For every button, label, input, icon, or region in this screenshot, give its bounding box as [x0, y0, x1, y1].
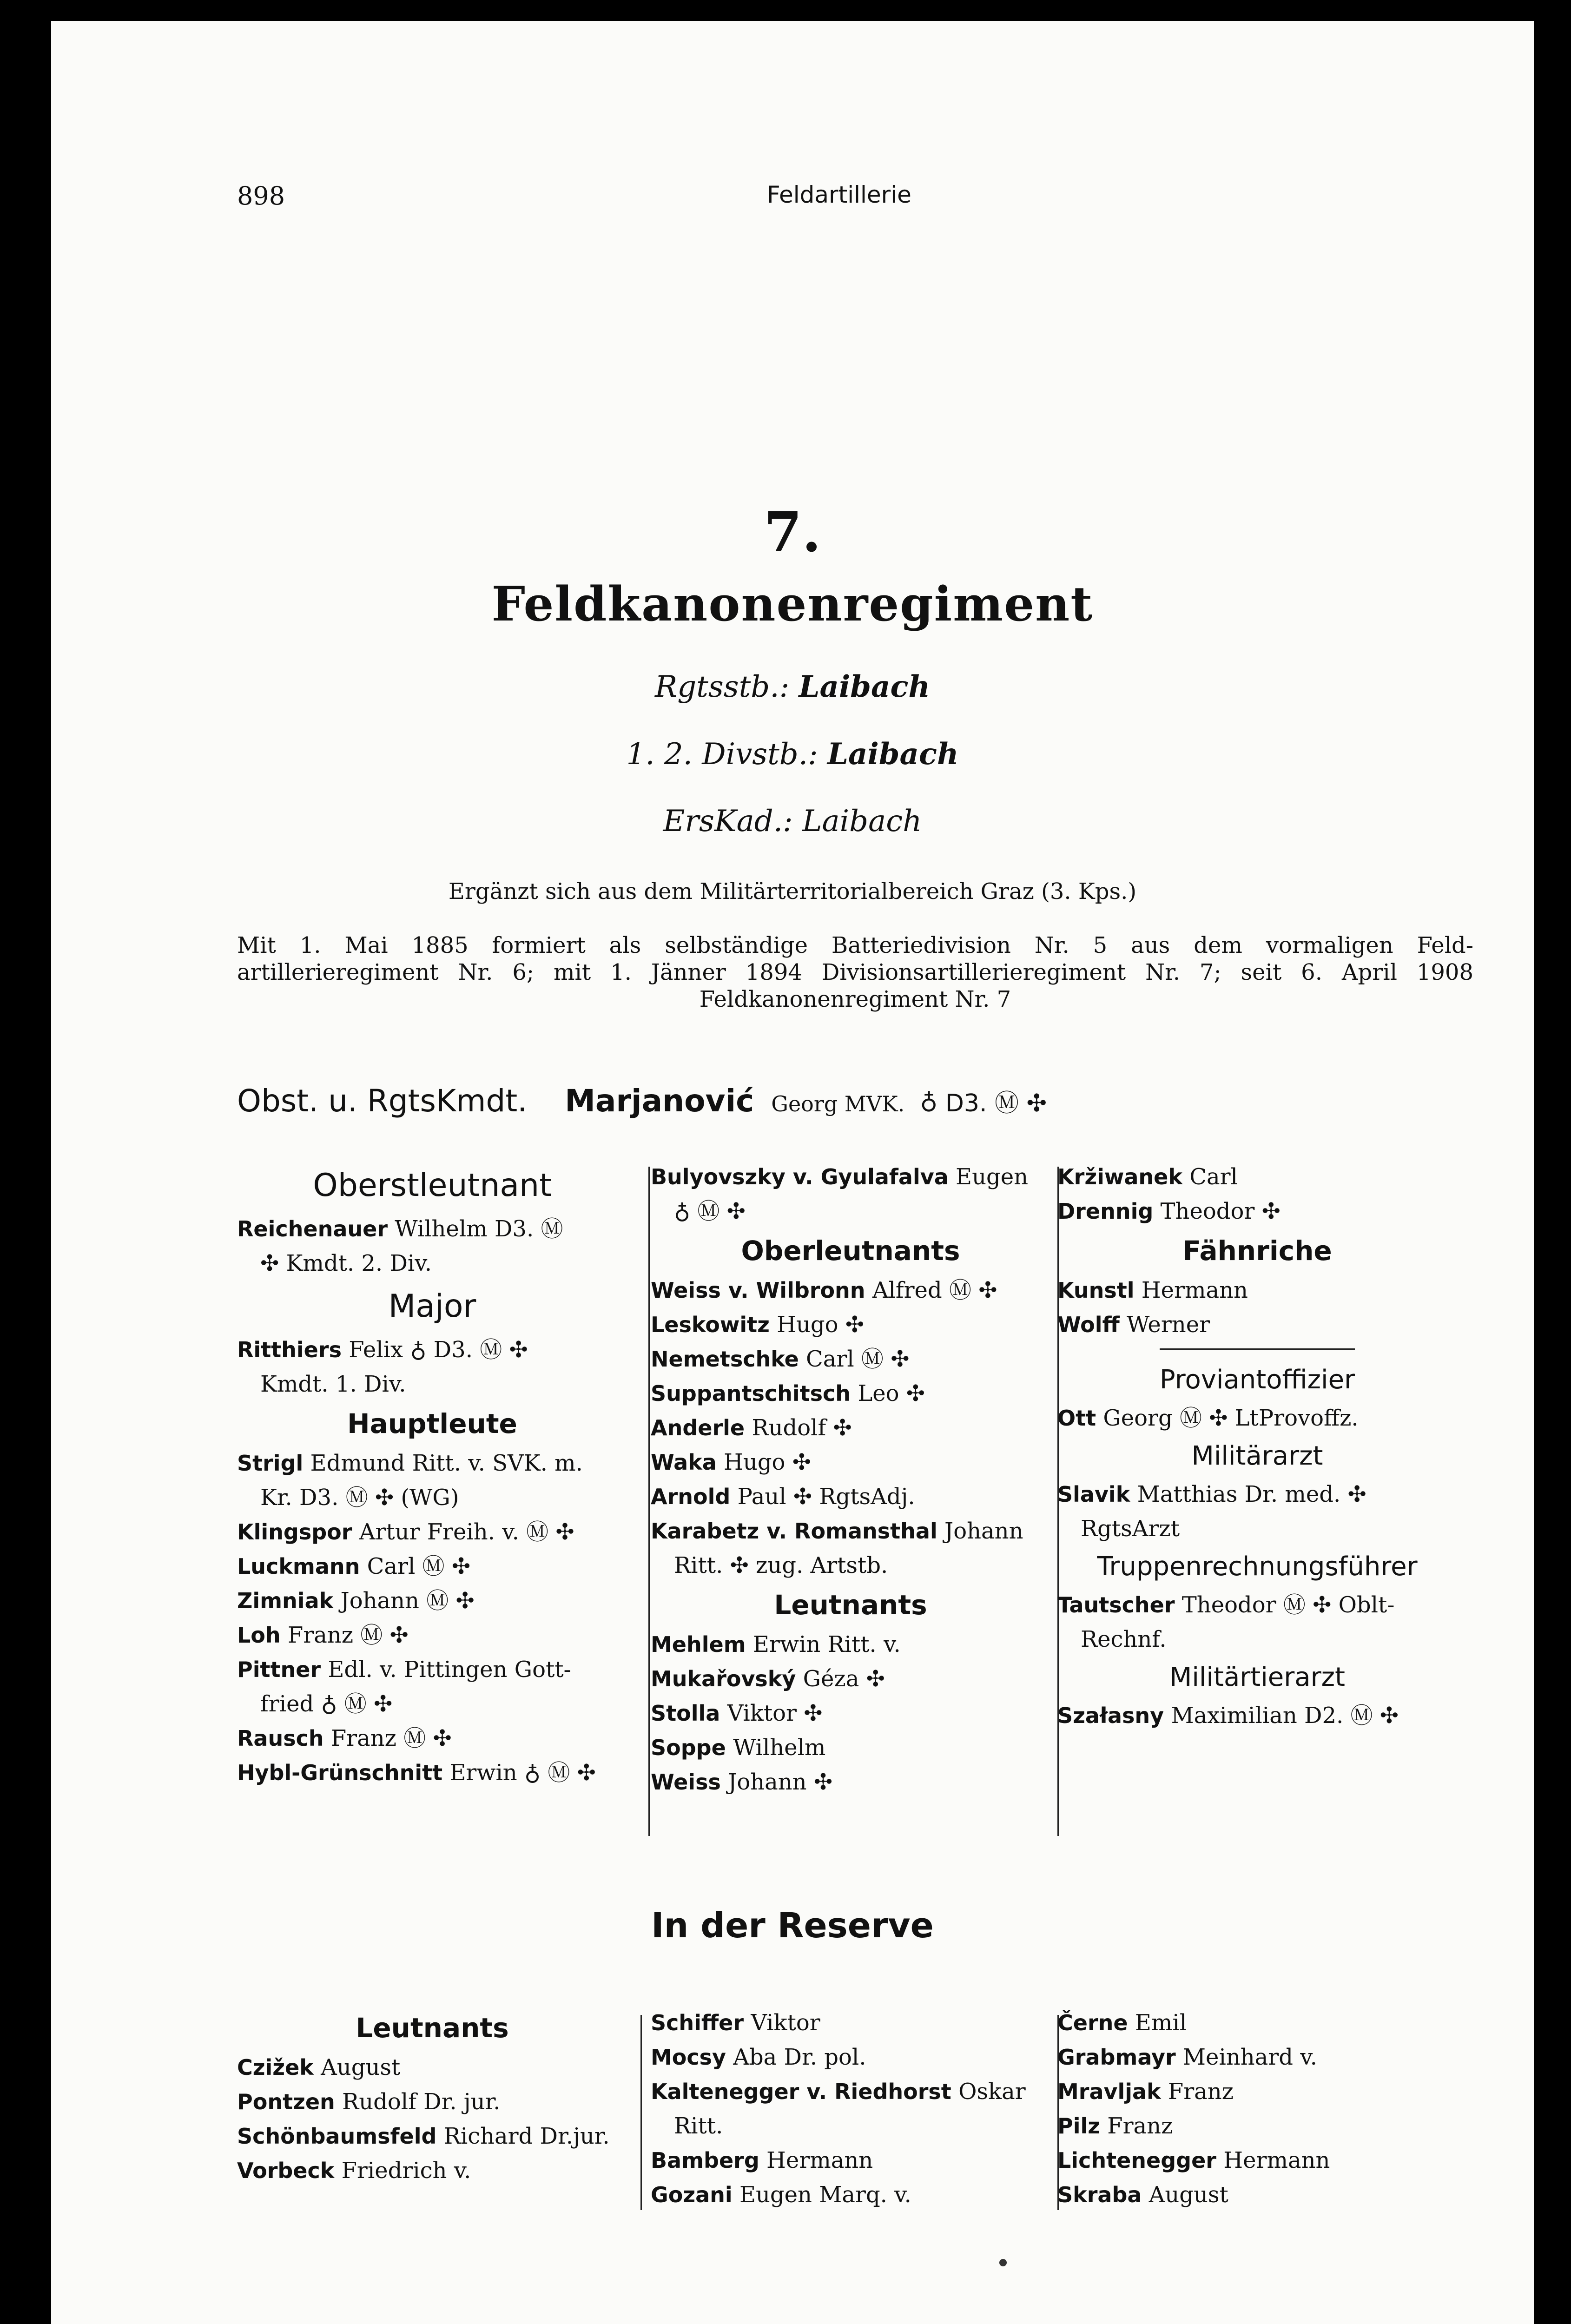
officer-surname: Pittner: [237, 1657, 321, 1682]
officer-entry: [1057, 2109, 1457, 2143]
section-heading: Truppenrechnungsführer: [1097, 1552, 1418, 1582]
officer-surname: Slavik: [1057, 1482, 1130, 1507]
entry-continuation: [237, 1367, 627, 1401]
officer-details: Hermann: [766, 2147, 873, 2173]
officer-details: August: [1149, 2182, 1228, 2208]
officer-surname: Czižek: [237, 2055, 314, 2080]
officer-details: Alfred Ⓜ ✣: [872, 1277, 997, 1303]
history-line: Mit 1. Mai 1885 formiert als selbständige Batteriedivision Nr. 5 aus dem vormaligen Feld-: [237, 932, 1473, 958]
officer-details: Artur Freih. v. Ⓜ ✣: [359, 1519, 574, 1545]
officer-surname: Soppe: [651, 1735, 726, 1760]
officer-surname: Szałasny: [1057, 1703, 1164, 1728]
garrison-label: ErsKad.:: [663, 804, 793, 838]
entry-continuation: [237, 1687, 627, 1721]
officer-details: Eugen Marq. v.: [739, 2182, 911, 2208]
officer-details: Emil: [1135, 2010, 1187, 2036]
officer-details: Johann: [944, 1518, 1023, 1544]
history-paragraph: [237, 932, 1473, 1013]
officer-surname: Klingspor: [237, 1519, 352, 1545]
officer-entry: [1057, 1273, 1457, 1307]
officer-surname: Arnold: [651, 1484, 731, 1509]
officer-details: Friedrich v.: [341, 2158, 471, 2184]
officer-surname: Schönbaumsfeld: [237, 2124, 437, 2149]
officer-surname: Skraba: [1057, 2182, 1142, 2207]
officer-surname: Pilz: [1057, 2113, 1101, 2139]
officer-surname: Zimniak: [237, 1588, 334, 1613]
officer-surname: Vorbeck: [237, 2158, 335, 2183]
officer-entry: [237, 1721, 627, 1756]
garrison-value: Laibach: [827, 737, 959, 772]
officer-entry: [237, 2085, 627, 2119]
garrison-label: Rgtsstb.:: [655, 670, 790, 704]
officer-surname: Schiffer: [651, 2010, 744, 2035]
officer-entry: [651, 2178, 1050, 2212]
officer-surname: Tautscher: [1057, 1592, 1175, 1618]
officer-entry: [237, 1652, 627, 1687]
garrison-value: Laibach: [799, 669, 930, 704]
entry-continuation: [651, 1548, 1050, 1583]
officer-surname: Ritthiers: [237, 1337, 342, 1362]
section-heading: Proviantoffizier: [1159, 1365, 1355, 1395]
officer-entry: [1057, 1588, 1457, 1622]
reserve-column-3: [1057, 2006, 1457, 2212]
officer-details: Franz Ⓜ ✣: [330, 1725, 452, 1751]
officer-surname: Kunstl: [1057, 1278, 1135, 1303]
officer-surname: Drennig: [1057, 1199, 1154, 1224]
officer-surname: Hybl-Grünschnitt: [237, 1760, 443, 1785]
officer-entry: [1057, 2178, 1457, 2212]
officer-entry: [237, 2153, 627, 2188]
commander-given: Georg MVK.: [771, 1091, 905, 1116]
entry-continuation: [237, 1480, 627, 1515]
officer-entry: [1057, 2074, 1457, 2109]
officer-surname: Karabetz v. Romansthal: [651, 1519, 937, 1544]
entry-continuation: [651, 2109, 1050, 2143]
officer-entry: [237, 2050, 627, 2085]
officer-entry: [651, 1662, 1050, 1696]
officer-entry: [651, 2074, 1050, 2109]
reserve-column-2: [651, 2006, 1050, 2212]
officer-details: Meinhard v.: [1182, 2044, 1317, 2070]
entry-continuation: [1057, 1622, 1457, 1657]
officer-surname: Mukařovský: [651, 1666, 796, 1691]
active-column-1: [237, 1160, 627, 1790]
officer-details: Erwin Ritt. v.: [752, 1631, 901, 1657]
officer-details: Rudolf ✣: [752, 1415, 852, 1441]
officer-entry: [651, 2040, 1050, 2074]
officer-entry: [651, 2006, 1050, 2040]
officer-details: Hermann: [1223, 2147, 1330, 2173]
officer-details: Ritt.: [674, 2113, 723, 2139]
garrison-line-2: [51, 737, 1534, 772]
officer-entry: [237, 1333, 627, 1367]
officer-entry: [651, 1730, 1050, 1765]
officer-details: Leo ✣: [858, 1380, 925, 1406]
garrison-line-3: [51, 804, 1534, 838]
print-mark: [999, 2259, 1007, 2266]
officer-details: Franz Ⓜ ✣: [287, 1622, 409, 1648]
garrison-line-1: [51, 669, 1534, 704]
officer-surname: Ott: [1057, 1406, 1096, 1431]
regiment-title: Feldkanonenregiment: [491, 576, 1094, 632]
officer-surname: Grabmayr: [1057, 2045, 1176, 2070]
officer-entry: [1057, 2006, 1457, 2040]
officer-details: Theodor Ⓜ ✣ Oblt-: [1182, 1592, 1395, 1618]
officer-surname: Wolff: [1057, 1312, 1120, 1337]
officer-details: Ritt. ✣ zug. Artstb.: [674, 1552, 888, 1578]
officer-details: Kr. D3. Ⓜ ✣ (WG): [260, 1485, 459, 1511]
history-line: Feldkanonenregiment Nr. 7: [699, 986, 1011, 1012]
officer-surname: Mehlem: [651, 1632, 746, 1657]
officer-surname: Leskowitz: [651, 1312, 770, 1337]
officer-details: Géza ✣: [803, 1666, 885, 1692]
recruitment-note: Ergänzt sich aus dem Militärterritorialbereich Graz (3. Kps.): [448, 878, 1137, 905]
officer-details: Hermann: [1141, 1277, 1248, 1303]
officer-details: Rudolf Dr. jur.: [342, 2089, 501, 2115]
officer-surname: Mocsy: [651, 2045, 726, 2070]
officer-surname: Stolla: [651, 1701, 720, 1726]
entry-continuation: [651, 1194, 1050, 1228]
officer-details: RgtsArzt: [1081, 1516, 1180, 1542]
officer-surname: Mravljak: [1057, 2079, 1161, 2104]
officer-details: Eugen: [956, 1164, 1029, 1190]
reserve-column-1: [237, 2006, 627, 2188]
section-heading: Militärarzt: [1191, 1441, 1323, 1471]
officer-entry: [237, 2119, 627, 2153]
officer-entry: [1057, 2143, 1457, 2178]
officer-details: ♁ Ⓜ ✣: [674, 1198, 746, 1224]
officer-entry: [651, 1765, 1050, 1799]
officer-details: Wilhelm D3. Ⓜ: [395, 1216, 563, 1242]
officer-entry: [651, 1342, 1050, 1376]
officer-entry: [237, 1549, 627, 1584]
officer-details: Matthias Dr. med. ✣: [1137, 1481, 1366, 1507]
active-column-3: [1057, 1160, 1457, 1733]
officer-details: Kmdt. 1. Div.: [260, 1371, 406, 1397]
officer-details: Carl Ⓜ ✣: [367, 1553, 471, 1579]
section-heading: Militärtierarzt: [1169, 1662, 1345, 1692]
officer-surname: Bulyovszky v. Gyulafalva: [651, 1164, 949, 1189]
officer-entry: [651, 2143, 1050, 2178]
officer-surname: Reichenauer: [237, 1216, 388, 1241]
officer-details: Viktor: [751, 2010, 820, 2036]
entry-continuation: [1057, 1512, 1457, 1546]
officer-surname: Weiss v. Wilbronn: [651, 1278, 865, 1303]
officer-entry: [651, 1479, 1050, 1514]
officer-details: Wilhelm: [733, 1735, 826, 1761]
officer-details: Paul ✣ RgtsAdj.: [737, 1484, 915, 1510]
officer-surname: Rausch: [237, 1726, 324, 1751]
officer-details: Edmund Ritt. v. SVK. m.: [310, 1450, 583, 1476]
active-column-2: [651, 1160, 1050, 1799]
officer-entry: [651, 1514, 1050, 1548]
section-heading: Hauptleute: [347, 1408, 517, 1439]
officer-entry: [1057, 1401, 1457, 1435]
officer-details: Richard Dr.jur.: [443, 2123, 610, 2149]
officer-surname: Černe: [1057, 2010, 1128, 2035]
regiment-commander: [237, 1083, 1047, 1119]
officer-entry: [1057, 1477, 1457, 1512]
officer-details: Oskar: [958, 2079, 1026, 2105]
section-heading: Leutnants: [356, 2012, 509, 2044]
officer-entry: [651, 1627, 1050, 1662]
officer-details: Carl: [1189, 1164, 1238, 1190]
officer-entry: [237, 1446, 627, 1480]
officer-entry: [651, 1273, 1050, 1307]
officer-surname: Anderle: [651, 1415, 745, 1440]
officer-details: Felix ♁ D3. Ⓜ ✣: [349, 1337, 528, 1363]
officer-entry: [651, 1160, 1050, 1194]
officer-details: August: [321, 2054, 401, 2080]
officer-details: Rechnf.: [1081, 1626, 1167, 1652]
officer-surname: Lichtenegger: [1057, 2148, 1216, 2173]
section-heading: Fähnriche: [1182, 1235, 1332, 1267]
section-heading: Major: [388, 1288, 476, 1325]
page-number: 898: [237, 181, 285, 211]
officer-entry: [1057, 1194, 1457, 1228]
officer-entry: [1057, 2040, 1457, 2074]
officer-details: Theodor ✣: [1160, 1198, 1281, 1224]
officer-details: Georg Ⓜ ✣ LtProvoffz.: [1103, 1405, 1359, 1431]
regiment-number: 7.: [764, 500, 821, 564]
officer-surname: Pontzen: [237, 2089, 335, 2114]
officer-entry: [1057, 1307, 1457, 1342]
officer-entry: [1057, 1698, 1457, 1733]
officer-details: Hugo ✣: [724, 1449, 811, 1475]
officer-entry: [651, 1307, 1050, 1342]
officer-surname: Waka: [651, 1450, 717, 1475]
officer-surname: Strigl: [237, 1451, 304, 1476]
garrison-label: 1. 2. Divstb.:: [626, 737, 818, 772]
entry-continuation: [237, 1246, 627, 1281]
officer-details: Hugo ✣: [777, 1312, 865, 1338]
officer-surname: Bamberg: [651, 2148, 759, 2173]
officer-details: Edl. v. Pittingen Gott-: [328, 1657, 571, 1683]
document-page: [51, 21, 1534, 2324]
commander-decorations: ♁ D3. Ⓜ ✣: [920, 1089, 1047, 1117]
officer-entry: [651, 1445, 1050, 1479]
officer-surname: Weiss: [651, 1769, 721, 1795]
officer-entry: [651, 1411, 1050, 1445]
commander-rank: Obst. u. RgtsKmdt.: [237, 1083, 528, 1119]
officer-entry: [237, 1618, 627, 1652]
section-rule: [1160, 1348, 1355, 1350]
section-heading: Oberleutnants: [741, 1235, 960, 1267]
officer-entry: [237, 1515, 627, 1549]
officer-entry: [651, 1696, 1050, 1730]
officer-surname: Kaltenegger v. Riedhorst: [651, 2079, 951, 2104]
column-divider: [648, 1167, 650, 1836]
officer-details: Johann ✣: [728, 1769, 833, 1795]
officer-entry: [1057, 1160, 1457, 1194]
officer-details: Carl Ⓜ ✣: [806, 1346, 910, 1372]
commander-name: Marjanović: [565, 1083, 754, 1119]
officer-details: Erwin ♁ Ⓜ ✣: [449, 1760, 596, 1786]
officer-entry: [237, 1756, 627, 1790]
garrison-value: Laibach: [802, 804, 922, 838]
officer-surname: Suppantschitsch: [651, 1381, 851, 1406]
officer-details: Viktor ✣: [727, 1700, 823, 1726]
officer-entry: [237, 1212, 627, 1246]
officer-details: Werner: [1127, 1312, 1210, 1338]
reserve-section-title: In der Reserve: [651, 1906, 934, 1946]
officer-surname: Luckmann: [237, 1554, 360, 1579]
officer-details: fried ♁ Ⓜ ✣: [260, 1691, 393, 1717]
running-head: Feldartillerie: [767, 181, 911, 208]
officer-surname: Loh: [237, 1623, 281, 1648]
officer-surname: Kržiwanek: [1057, 1164, 1182, 1189]
officer-surname: Gozani: [651, 2182, 733, 2207]
officer-details: ✣ Kmdt. 2. Div.: [260, 1250, 432, 1276]
officer-details: Franz: [1107, 2113, 1173, 2139]
officer-details: Maximilian D2. Ⓜ ✣: [1171, 1703, 1399, 1729]
column-divider: [640, 2015, 642, 2210]
officer-details: Aba Dr. pol.: [733, 2044, 866, 2070]
section-heading: Leutnants: [774, 1589, 927, 1621]
officer-entry: [651, 1376, 1050, 1411]
history-line: artillerieregiment Nr. 6; mit 1. Jänner 1894 Divisionsartillerieregiment Nr. 7; seit 6. April 1908: [237, 959, 1473, 985]
officer-details: Johann Ⓜ ✣: [340, 1588, 475, 1614]
section-heading: Oberstleutnant: [313, 1167, 552, 1204]
officer-details: Franz: [1168, 2079, 1234, 2105]
officer-entry: [237, 1584, 627, 1618]
officer-surname: Nemetschke: [651, 1347, 799, 1372]
